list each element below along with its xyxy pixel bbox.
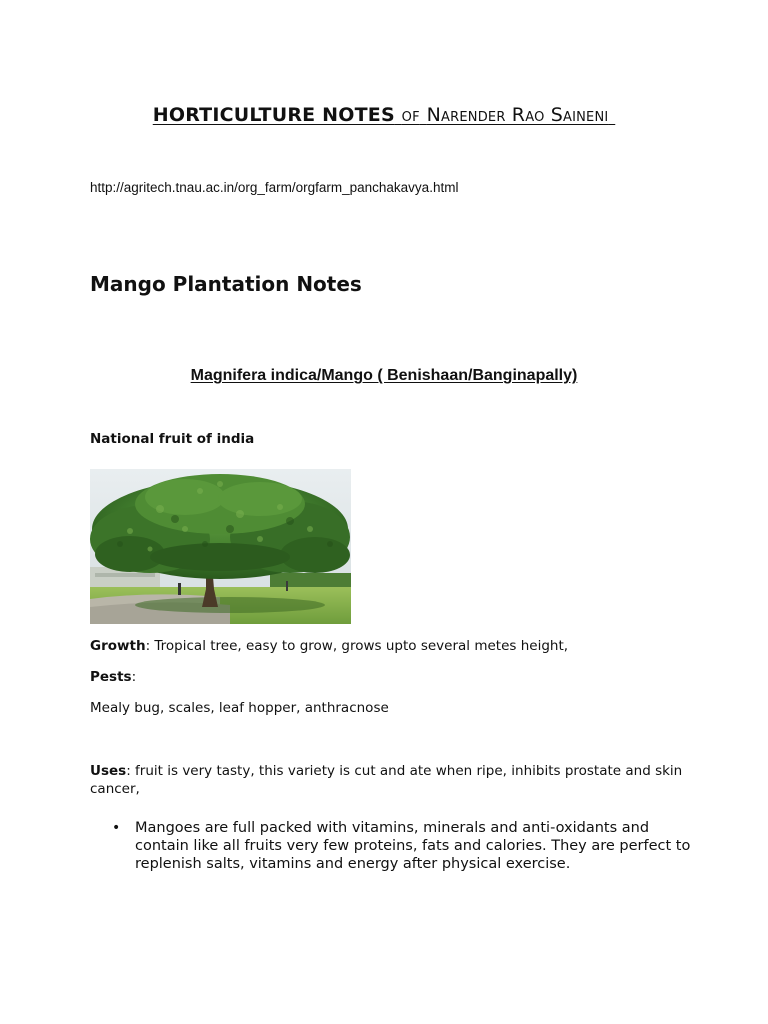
growth-text: : Tropical tree, easy to grow, grows upto several metes height, — [145, 638, 569, 654]
pests-list: Mealy bug, scales, leaf hopper, anthracnose — [90, 700, 389, 716]
uses-text: : fruit is very tasty, this variety is cut and ate when ripe, inhibits prostate and skin cancer, — [90, 763, 683, 797]
national-fruit-label: National fruit of india — [90, 431, 255, 447]
bullet-item: Mangoes are full packed with vitamins, minerals and anti-oxidants and contain like all fruits very few proteins, fats and calories. They are perfect to replenish salts, vitamins and energy after physical exercise. — [135, 820, 691, 872]
pests-colon: : — [131, 669, 137, 685]
growth-paragraph — [90, 637, 568, 655]
source-url[interactable]: http://agritech.tnau.ac.in/org_farm/orgfarm_panchakavya.html — [90, 180, 459, 195]
species-heading: Magnifera indica/Mango ( Benishaan/Banginapally) — [190, 367, 578, 384]
title-author: Narender Rao Saineni — [426, 104, 609, 126]
uses-label: Uses — [90, 763, 127, 779]
mango-tree-photo — [90, 469, 351, 624]
document-title — [0, 104, 768, 126]
pests-label: Pests — [90, 669, 132, 685]
uses-paragraph — [90, 762, 690, 798]
pests-paragraph — [90, 668, 136, 686]
title-main: HORTICULTURE NOTES — [152, 104, 395, 126]
bullet-marker: • — [112, 820, 121, 836]
title-of: of — [401, 104, 420, 126]
section-heading: Mango Plantation Notes — [90, 272, 362, 296]
growth-label: Growth — [90, 638, 146, 654]
